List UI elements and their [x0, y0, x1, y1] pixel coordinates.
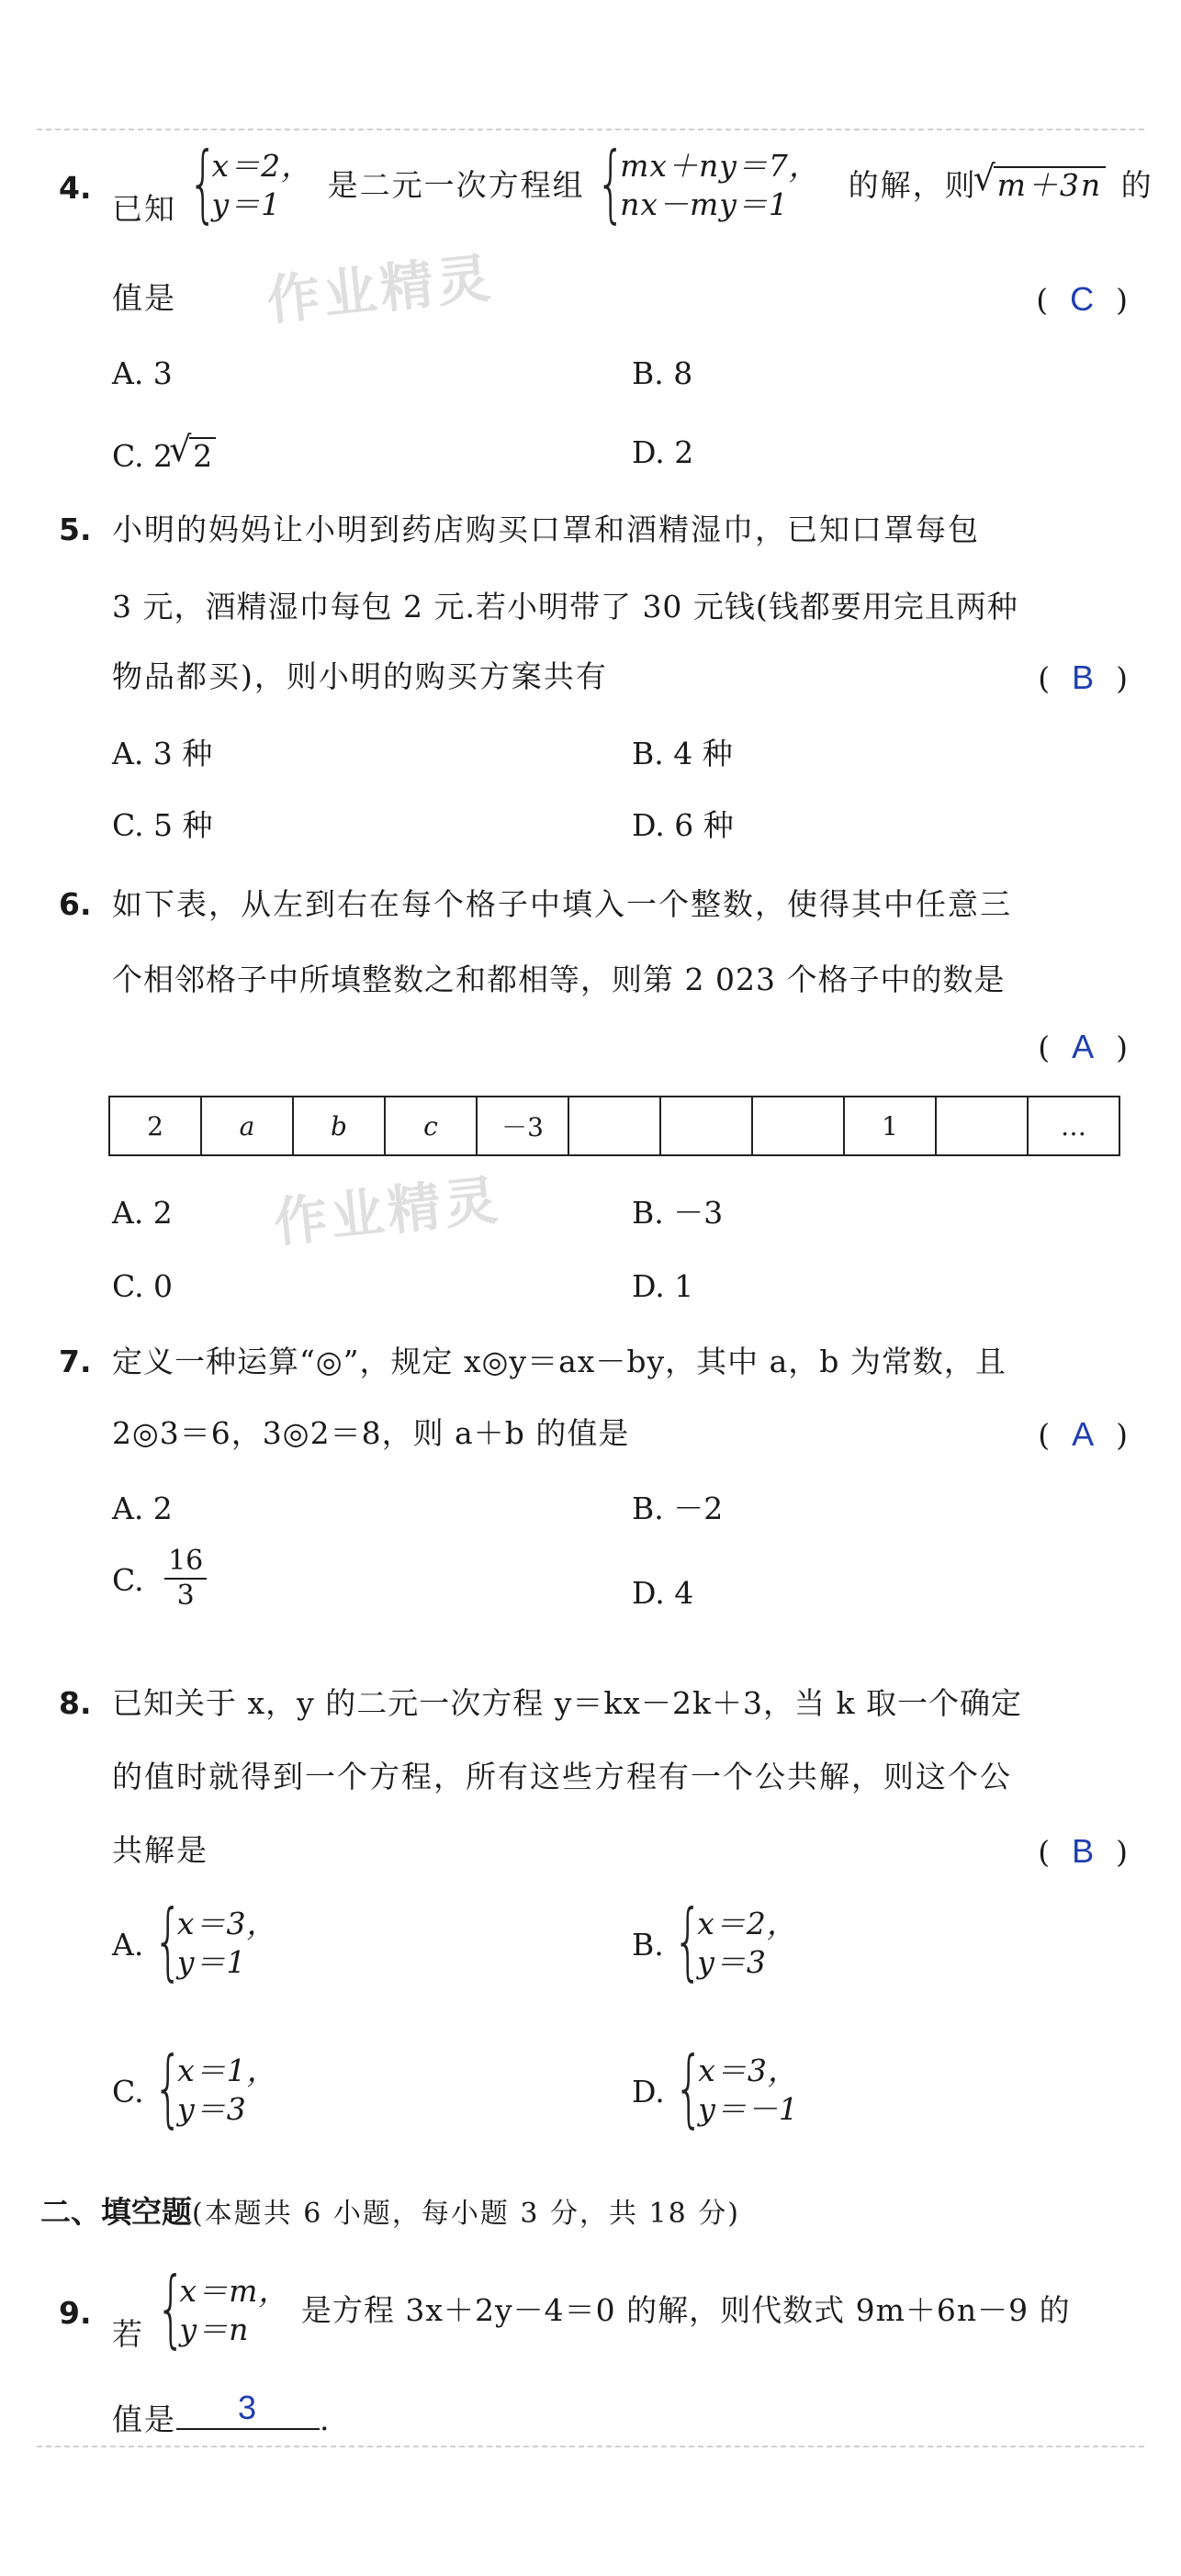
brace-icon: { — [152, 1892, 184, 1990]
q4-system-1: { x＝2， y＝1 — [187, 134, 313, 232]
grid-cell: 2 — [109, 1097, 201, 1155]
brace-icon: { — [596, 134, 627, 232]
q5-option-a: A. 3 种 — [112, 736, 213, 771]
q4-sqrt: √ m＋3n — [994, 166, 1107, 200]
grid-cell: c — [385, 1097, 477, 1155]
q4-option-c: C. 2√ 2 — [112, 437, 216, 471]
q8-option-a: A. { x＝3， y＝1 — [112, 1892, 278, 1990]
grid-cell — [568, 1097, 660, 1155]
brace-icon: { — [155, 2259, 186, 2357]
q7-option-b: B. －2 — [632, 1490, 724, 1526]
q8-answer: ( B ) — [1038, 1832, 1128, 1870]
q8-option-c: C. { x＝1， y＝3 — [112, 2039, 278, 2137]
grid-cell — [752, 1097, 844, 1155]
watermark: 作业精灵 — [271, 1168, 504, 1254]
brace-icon: { — [673, 1892, 703, 1990]
fraction: $\frac{16}{3}$ — [164, 1547, 207, 1610]
q6-number-grid — [108, 1096, 1120, 1156]
q8-option-b: B. { x＝2， y＝3 — [632, 1892, 798, 1990]
q4-option-d: D. 2 — [632, 434, 694, 470]
q4-number: 4. — [59, 170, 92, 206]
grid-cell: a — [201, 1097, 293, 1155]
q7-answer: ( A ) — [1038, 1415, 1128, 1453]
q6-option-b: B. －3 — [632, 1195, 724, 1231]
brace-icon: { — [187, 134, 219, 232]
q4-post1: 的解，则 — [848, 167, 977, 203]
q4-pre: 已知 — [112, 191, 176, 227]
q8-option-d: D. { x＝3， y＝－1 — [632, 2039, 799, 2137]
q5-number: 5. — [59, 512, 92, 547]
bottom-dashed-rule — [37, 2446, 1144, 2447]
q7-option-d: D. 4 — [632, 1575, 694, 1611]
q7-option-a: A. 2 — [112, 1490, 173, 1526]
q4-answer: ( C ) — [1036, 280, 1128, 318]
q6-option-a: A. 2 — [112, 1195, 173, 1231]
q9-answer-blank[interactable]: 3 — [176, 2401, 320, 2430]
grid-cell: b — [293, 1097, 385, 1155]
q5-answer: ( B ) — [1038, 658, 1128, 696]
grid-cell: －3 — [477, 1097, 568, 1155]
section-title: 二、填空题 — [40, 2194, 192, 2230]
q4-option-b: B. 8 — [632, 355, 693, 391]
q5-option-b: B. 4 种 — [632, 736, 733, 771]
q5-option-c: C. 5 种 — [112, 807, 213, 843]
grid-cell — [660, 1097, 752, 1155]
q6-option-d: D. 1 — [632, 1268, 694, 1304]
q4-mid: 是二元一次方程组 — [327, 167, 585, 203]
q4-post2: 的 — [1120, 167, 1153, 203]
grid-cell: … — [1028, 1097, 1119, 1155]
q5-option-d: D. 6 种 — [632, 807, 734, 843]
q6-number: 6. — [59, 886, 92, 922]
brace-icon: { — [674, 2039, 704, 2137]
watermark: 作业精灵 — [264, 246, 497, 332]
q9-system: { x＝m， y＝n — [155, 2259, 290, 2357]
grid-cell — [936, 1097, 1028, 1155]
q7-number: 7. — [59, 1344, 92, 1379]
grid-cell: 1 — [844, 1097, 936, 1155]
brace-icon: { — [153, 2039, 184, 2137]
q6-answer: ( A ) — [1038, 1028, 1128, 1065]
q4-system-2: { mx＋ny＝7， nx－my＝1 — [596, 134, 820, 232]
q8-number: 8. — [59, 1685, 92, 1721]
q7-option-c: C. $\frac{16}{3}$ — [112, 1547, 207, 1610]
q6-option-c: C. 0 — [112, 1268, 174, 1304]
q4-option-a: A. 3 — [112, 355, 173, 391]
section-subtitle: (本题共 6 小题，每小题 3 分，共 18 分) — [192, 2198, 740, 2230]
worksheet-page: 4. 已知 { x＝2， y＝1 是二元一次方程组 { mx＋ny＝7， nx－my＝1 的解，则√ m＋3n 的 值是 作业精灵 ( C ) A. 3 B. 8 C. 2√ 2 D. 2 5. 小明的妈妈让小明到药店购买口罩和酒精湿巾，已知口罩每包 3 元，酒精湿巾每包 2 元.若小明带了 30 元钱(钱都要用完且两种 物品都买)，则小明的购买方案共有 ( B ) A. 3 种 B. 4 种 C. 5 种 D. 6 种 6. 如下表，从左到右在每个格子中填入一个整数，使得其中任意三 个相邻格子中所填整数之和都相等，则第 2 023 个格子中的数是 ( A ) 2 a b c －3 1 … A. 2 作业精灵 B. －3 C. 0 D. 1 7. 定义一种运算“◎”，规定 x◎y＝ax－by，其中 a，b 为常数，且 2◎3＝6，3◎2＝8，则 a＋b 的值是 ( A ) A. 2 B. －2 C. $\frac{16}{3}$ D. 4 8. 已知关于 x，y 的二元一次方程 y＝kx－2k＋3，当 k 取一个确定 的值时就得到一个方程，所有这些方程有一个公共解，则这个公 共解是 ( B ) A. { x＝3， y＝1 B. { x＝2， y＝3 C. { x＝1， y＝3 D. { x＝3， y＝－1 二、填空题(本题共 6 小题，每小题 3 分，共 18 分) 9. 若 { x＝m， y＝n 是方程 3x＋2y－4＝0 的解，则代数式 9m＋6n－9 的 值是 3 . — [0, 0, 1181, 2576]
q9-number: 9. — [59, 2295, 92, 2331]
top-dashed-rule — [37, 129, 1144, 130]
